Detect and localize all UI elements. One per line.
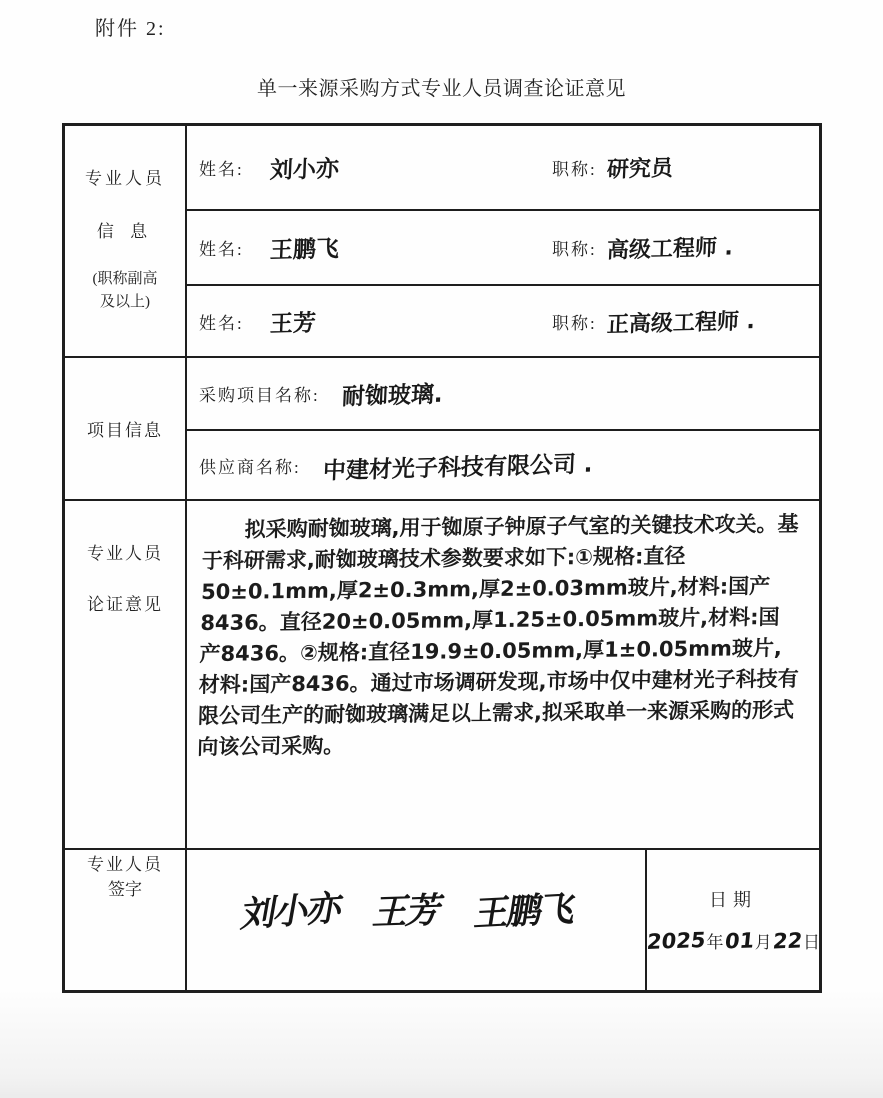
- handwritten-opinion-text: 拟采购耐铷玻璃,用于铷原子钟原子气室的关键技术攻关。基于科研需求,耐铷玻璃技术参数要求如下:①规格:直径50±0.1mm,厚2±0.3mm,厚2±0.03mm玻片,材料:国产8436。直径20±0.05mm,厚1.25±0.05mm玻片,材料:国产8436。②规格:直径19.9±0.05mm,厚1±0.05mm玻片,材料:国产8436。通过市场调研发现,市场中仅中建材光子科技有限公司生产的耐铷玻璃满足以上需求,拟采取单一来源采购的形式向该公司采购。: [197, 511, 799, 760]
- handwritten-title: 高级工程师 .: [606, 235, 734, 264]
- opinion-header-line2: 论证意见: [87, 595, 163, 614]
- page-title: 单一来源采购方式专业人员调查论证意见: [257, 78, 626, 100]
- personnel-header-line1: 专业人员: [85, 169, 165, 188]
- name-label: 姓名:: [199, 313, 244, 333]
- opinion-header-line1: 专业人员: [87, 544, 163, 563]
- signature-3: 王鹏飞: [471, 889, 577, 935]
- project-section: [65, 358, 819, 501]
- signatures: [238, 878, 577, 936]
- personnel-section: [65, 126, 819, 358]
- title-group: [552, 306, 755, 337]
- personnel-header-note: [93, 268, 158, 314]
- signature-header-line2: 签字: [108, 880, 142, 899]
- scan-shadow: [0, 988, 883, 1098]
- opinion-header: [65, 501, 187, 848]
- opinion-section: [65, 501, 819, 850]
- handwritten-title: 正高级工程师 .: [606, 308, 756, 338]
- opinion-cell: [187, 501, 819, 848]
- personnel-header-line2: 信 息: [96, 222, 154, 241]
- signature-1: 刘小亦: [238, 888, 344, 936]
- project-row-1: [187, 358, 819, 431]
- handwritten-year: 2025: [645, 927, 707, 955]
- project-name-label: 采购项目名称:: [199, 386, 320, 405]
- title-label: 职称:: [552, 160, 597, 179]
- name-label: 姓名:: [199, 160, 244, 179]
- signature-body: [187, 850, 819, 990]
- personnel-row-2: [187, 211, 819, 286]
- personnel-rows: [187, 126, 819, 356]
- project-row-2: [187, 431, 819, 499]
- signature-cell: [187, 850, 647, 990]
- title-label: 职称:: [552, 240, 597, 259]
- title-label: 职称:: [552, 313, 597, 333]
- personnel-note-line2: 及以上): [100, 294, 150, 310]
- project-header: [65, 358, 187, 499]
- handwritten-name: 刘小亦: [269, 156, 340, 184]
- project-header-label: 项目信息: [87, 421, 163, 440]
- title-group: [552, 152, 673, 183]
- handwritten-name: 王鹏飞: [269, 236, 340, 264]
- date-cell: [647, 850, 819, 990]
- signature-header-line1: 专业人员: [87, 855, 163, 874]
- attachment-label: 附件 2:: [95, 18, 166, 40]
- year-unit: 年: [706, 933, 724, 952]
- handwritten-month: 01: [723, 928, 755, 954]
- day-unit: 日: [802, 933, 820, 952]
- opinion-body: [187, 501, 819, 848]
- title-group: [552, 232, 733, 263]
- handwritten-name: 王芳: [269, 309, 317, 338]
- personnel-row-1: [187, 126, 819, 211]
- date-label: 日期: [709, 890, 757, 910]
- month-unit: 月: [754, 933, 772, 952]
- project-rows: [187, 358, 819, 499]
- supplier-name-label: 供应商名称:: [199, 457, 301, 477]
- personnel-row-3: [187, 286, 819, 356]
- signature-2: 王芳: [369, 890, 446, 934]
- handwritten-project-name: 耐铷玻璃.: [341, 381, 443, 411]
- handwritten-supplier-name: 中建材光子科技有限公司 .: [322, 450, 593, 485]
- personnel-header: [65, 126, 187, 356]
- date-value: [646, 928, 820, 953]
- signature-header: [65, 850, 187, 990]
- personnel-note-line1: (职称副高: [92, 271, 158, 287]
- name-label: 姓名:: [199, 240, 244, 259]
- signature-section: [65, 850, 819, 990]
- handwritten-title: 研究员: [606, 156, 674, 183]
- doc-table: [62, 123, 822, 993]
- handwritten-day: 22: [771, 928, 804, 954]
